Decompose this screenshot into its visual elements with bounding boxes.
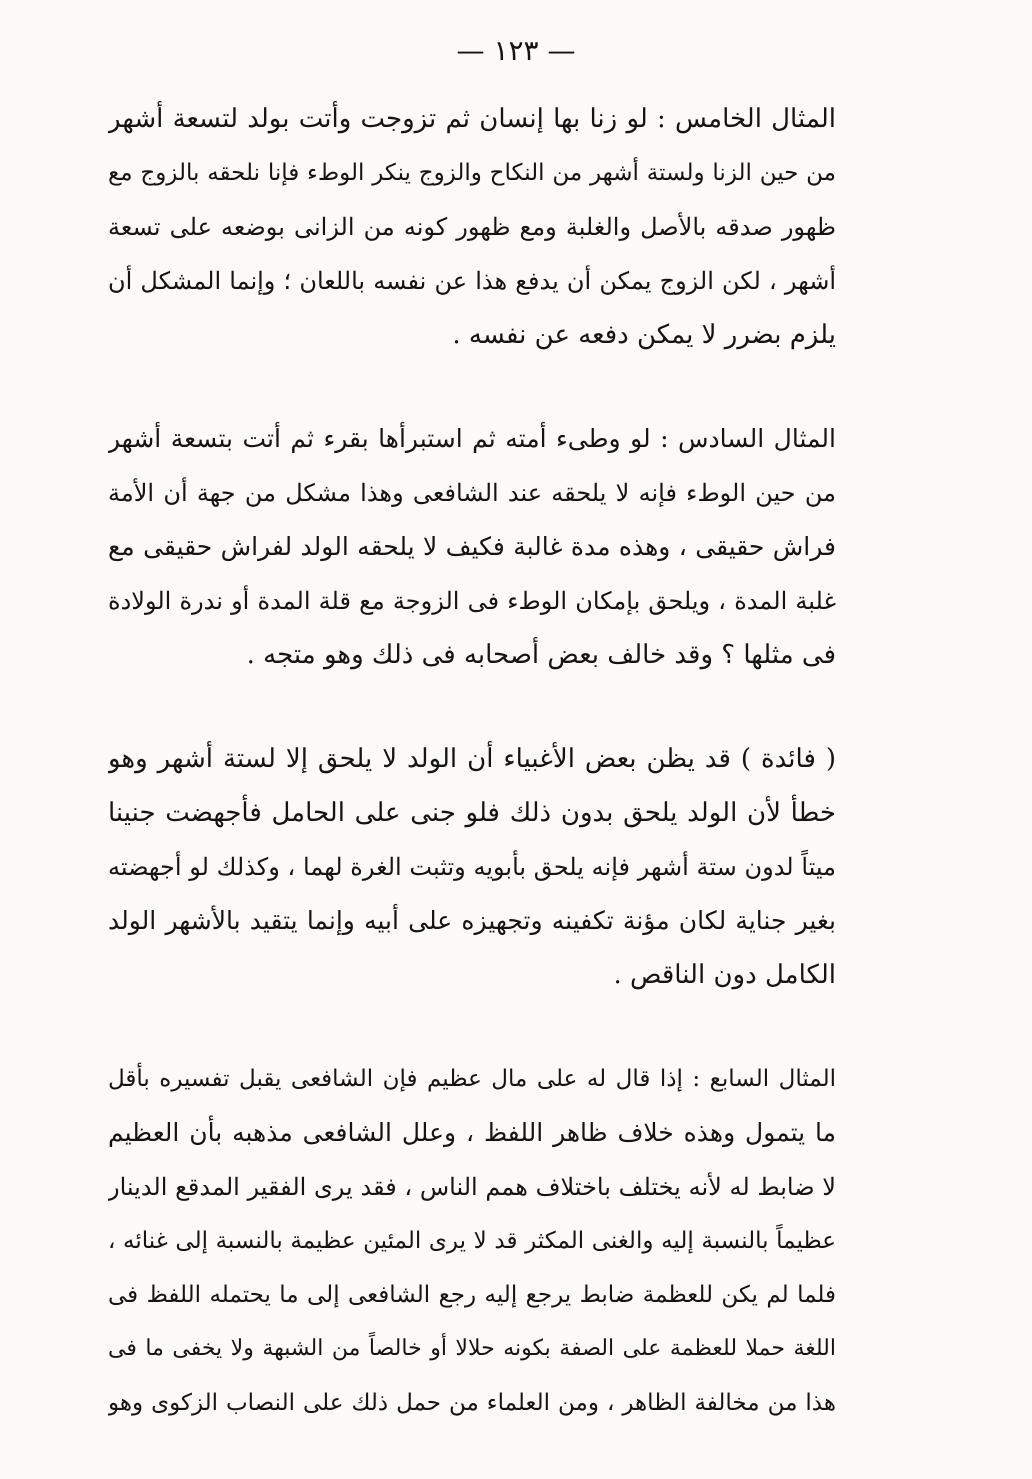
text-line: هذا من مخالفة الظاهر ، ومن العلماء من حمل ذلك على النصاب الزكوى وهو bbox=[108, 1390, 836, 1416]
text-line: اللغة حملا للعظمة على الصفة بكونه حلالا أو خالصاً من الشبهة ولا يخفى ما فى bbox=[108, 1336, 836, 1361]
text-line: ( فائدة ) قد يظن بعض الأغبياء أن الولد لا يلحق إلا لستة أشهر وهو bbox=[108, 744, 836, 774]
paragraph-note bbox=[108, 732, 836, 1002]
text-line: غلبة المدة ، ويلحق بإمكان الوطء فى الزوجة مع قلة المدة أو ندرة الولادة bbox=[108, 587, 836, 615]
text-line: فلما لم يكن للعظمة ضابط يرجع إليه رجع الشافعى إلى ما يحتمله اللفظ فى bbox=[108, 1282, 836, 1308]
text-line: عظيماً بالنسبة إليه والغنى المكثر قد لا يرى المئين عظيمة بالنسبة إلى غنائه ، bbox=[108, 1228, 836, 1254]
paragraph-fifth-example bbox=[108, 92, 836, 362]
text-line: المثال السابع : إذا قال له على مال عظيم فإن الشافعى يقبل تفسيره بأقل bbox=[108, 1066, 836, 1092]
text-line: الكامل دون الناقص . bbox=[613, 960, 836, 990]
paragraph-sixth-example bbox=[108, 412, 836, 682]
text-line: خطأ لأن الولد يلحق بدون ذلك فلو جنى على الحامل فأجهضت جنينا bbox=[108, 798, 836, 828]
paragraph-gap bbox=[108, 682, 836, 732]
text-line: فى مثلها ؟ وقد خالف بعض أصحابه فى ذلك وهو متجه . bbox=[246, 640, 836, 670]
paragraph-gap bbox=[108, 1002, 836, 1052]
page-body bbox=[108, 92, 836, 1430]
text-line: لا ضابط له لأنه يختلف باختلاف همم الناس ، فقد يرى الفقير المدقع الدينار bbox=[108, 1173, 836, 1201]
text-line: بغير جناية لكان مؤنة تكفينه وتجهيزه على أبيه وإنما يتقيد بالأشهر الولد bbox=[108, 906, 836, 935]
text-line: من حين الوطء فإنه لا يلحقه عند الشافعى وهذا مشكل من جهة أن الأمة bbox=[108, 479, 836, 507]
text-line: ما يتمول وهذه خلاف ظاهر اللفظ ، وعلل الشافعى مذهبه بأن العظيم bbox=[108, 1118, 836, 1147]
text-line: من حين الزنا ولستة أشهر من النكاح والزوج ينكر الوطء فإنا نلحقه بالزوج مع bbox=[108, 160, 836, 186]
text-line: المثال الخامس : لو زنا بها إنسان ثم تزوجت وأتت بولد لتسعة أشهر bbox=[108, 104, 836, 134]
text-line: المثال السادس : لو وطىء أمته ثم استبرأها بقرء ثم أتت بتسعة أشهر bbox=[108, 424, 836, 453]
paragraph-seventh-example bbox=[108, 1052, 836, 1430]
text-line: يلزم بضرر لا يمكن دفعه عن نفسه . bbox=[452, 320, 836, 350]
text-line: فراش حقيقى ، وهذه مدة غالبة فكيف لا يلحقه الولد لفراش حقيقى مع bbox=[108, 532, 836, 561]
text-line: أشهر ، لكن الزوج يمكن أن يدفع هذا عن نفسه باللعان ؛ وإنما المشكل أن bbox=[108, 267, 836, 295]
text-line: ظهور صدقه بالأصل والغلبة ومع ظهور كونه من الزانى بوضعه على تسعة bbox=[108, 213, 836, 241]
text-line: ميتاً لدون ستة أشهر فإنه يلحق بأبويه وتثبت الغرة لهما ، وكذلك لو أجهضته bbox=[108, 853, 836, 881]
page-number: — ١٢٣ — bbox=[456, 34, 576, 67]
paragraph-gap bbox=[108, 362, 836, 412]
